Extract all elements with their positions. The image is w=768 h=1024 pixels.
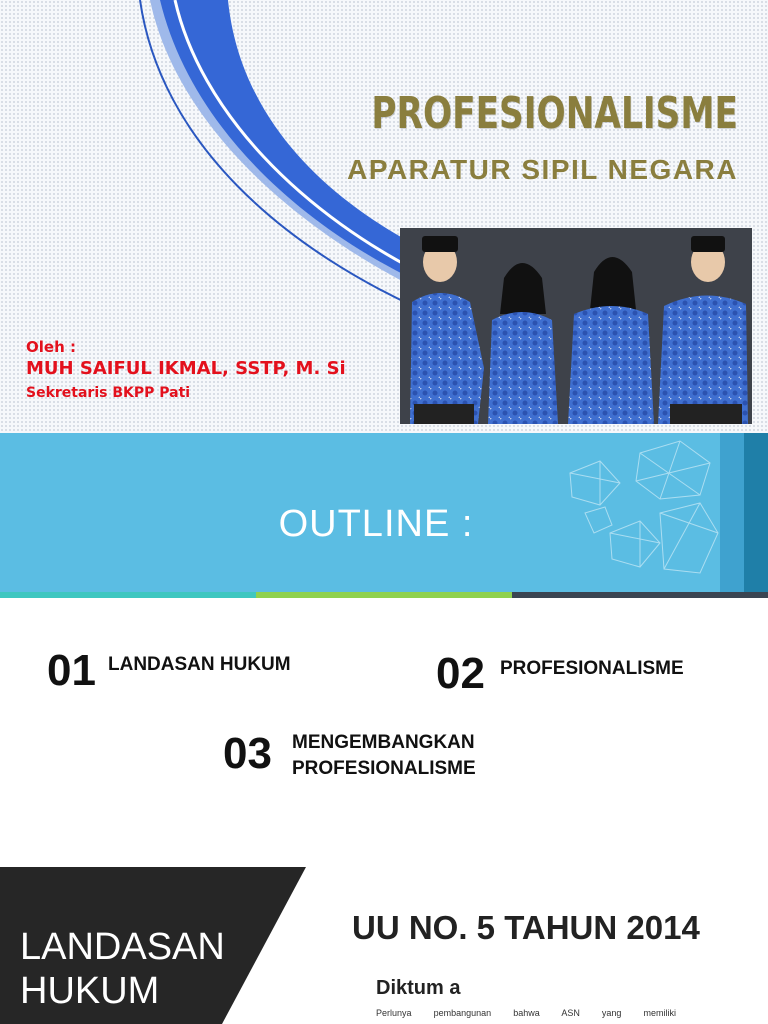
title-slide [0,0,768,433]
outline-item-label [292,730,476,782]
section-title-line2: HUKUM [20,970,160,1012]
section-title-line1: LANDASAN [20,926,225,968]
presentation-title: PROFESIONALISME [371,88,738,139]
divider-green [256,592,512,598]
diktum-heading: Diktum a [376,977,461,999]
presenter-name: MUH SAIFUL IKMAL, SSTP, M. Si [26,358,346,379]
color-divider [0,592,768,598]
diktum-body-text: Perlunya pembangunan bahwa ASN yang memiliki [376,1008,676,1018]
presentation-subtitle: APARATUR SIPIL NEGARA [347,154,738,185]
presenter-prefix: Oleh : [26,338,76,356]
outline-item-number: 01 [47,646,96,695]
outline-item-label: LANDASAN HUKUM [108,654,291,675]
divider-teal [0,592,256,598]
presenter-block [26,338,346,401]
divider-dark [512,592,768,598]
outline-header-band [0,433,768,592]
civil-servants-photo [400,228,752,424]
outline-slide [0,433,768,867]
outline-title: OUTLINE : [278,503,474,545]
section-title [20,925,225,1013]
presenter-role: Sekretaris BKPP Pati [26,385,191,401]
legal-basis-slide [0,867,768,1024]
outline-item-number: 03 [223,729,272,778]
outline-item-number: 02 [436,649,485,698]
outline-item-label-line2: PROFESIONALISME [292,758,476,779]
outline-item-label-line1: MENGEMBANGKAN [292,732,475,753]
outline-item-label: PROFESIONALISME [500,658,684,679]
law-title: UU NO. 5 TAHUN 2014 [352,909,700,946]
